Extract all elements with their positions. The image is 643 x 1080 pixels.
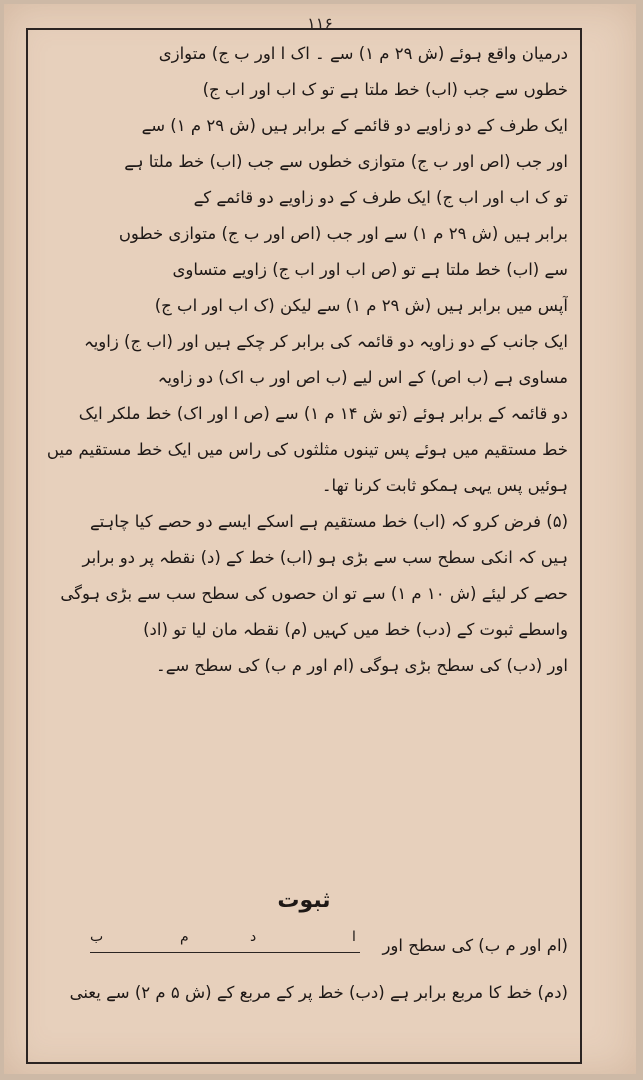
body-text bbox=[40, 36, 568, 684]
text-line: درمیان واقع ہوئے (ش ۲۹ م ۱) سے ۔ اک ا اور ب ج) متوازی bbox=[158, 44, 568, 63]
text-line: سے (اب) خط ملتا ہے تو (ص اب اور اب ج) زاویے متساوی bbox=[172, 260, 568, 279]
text-line: تو ک اب اور اب ج) ایک طرف کے دو زاویے دو قائمے کے bbox=[193, 188, 568, 207]
text-line: واسطے ثبوت کے (دب) خط میں کہیں (م) نقطہ مان لیا تو (اد) bbox=[143, 620, 568, 639]
text-line: برابر ہیں (ش ۲۹ م ۱) سے اور جب (اص اور ب ج) متوازی خطوں bbox=[118, 224, 568, 243]
text-line: آپس میں برابر ہیں (ش ۲۹ م ۱) سے لیکن (ک اب اور اب ج) bbox=[154, 296, 568, 315]
page-number: ۱۱۶ bbox=[307, 14, 333, 33]
text-line: (دم) خط کا مربع برابر ہے (دب) خط پر کے مربع کے (ش ۵ م ۲) سے یعنی bbox=[69, 983, 568, 1002]
point-label-m: م bbox=[180, 929, 189, 945]
text-line: ایک طرف کے دو زاویے دو قائمے کے برابر ہیں (ش ۲۹ م ۱) سے bbox=[141, 116, 568, 135]
text-line: اور جب (اص اور ب ج) متوازی خطوں سے جب (اب) خط ملتا ہے bbox=[124, 152, 568, 171]
text-line: مساوی ہے (ب اص) کے اس لیے (ب اص اور ب اک) دو زاویہ bbox=[157, 368, 568, 387]
text-line: ایک جانب کے دو زاویہ دو قائمہ کی برابر کر چکے ہیں اور (اب ج) زاویہ bbox=[84, 332, 568, 351]
text-frame bbox=[26, 28, 582, 1064]
text-line: اور (دب) کی سطح بڑی ہوگی (ام اور م ب) کی سطح سے۔ bbox=[156, 656, 568, 675]
text-line: خط مستقیم میں ہوئے پس تینوں مثلثوں کی راس میں ایک خط مستقیم میں bbox=[46, 440, 568, 459]
point-label-a: ا bbox=[352, 929, 356, 945]
point-label-b: ب bbox=[90, 929, 104, 945]
segment-line bbox=[90, 952, 360, 953]
point-label-d: د bbox=[250, 929, 257, 945]
text-line: ہیں کہ انکی سطح سب سے بڑی ہو (اب) خط کے (د) نقطہ پر دو برابر bbox=[82, 548, 568, 567]
line-figure bbox=[40, 928, 568, 964]
text-line: (۵) فرض کرو کہ (اب) خط مستقیم ہے اسکے ایسے دو حصے کیا چاہتے bbox=[89, 512, 568, 531]
text-line: حصے کر لیئے (ش ۱۰ م ۱) سے تو ان حصوں کی سطح سب سے بڑی ہوگی bbox=[60, 584, 568, 603]
text-line: ہوئیں پس یہی ہمکو ثابت کرنا تھا۔ bbox=[321, 476, 568, 495]
text-line: خطوں سے جب (اب) خط ملتا ہے تو ک اب اور اب ج) bbox=[202, 80, 568, 99]
proof-heading: ثبوت bbox=[277, 888, 331, 913]
book-page bbox=[4, 4, 636, 1074]
text-line: دو قائمہ کے برابر ہوئے (تو ش ۱۴ م ۱) سے (ص ا اور اک) خط ملکر ایک bbox=[78, 404, 568, 423]
figure-caption: (ام اور م ب) کی سطح اور bbox=[382, 936, 568, 955]
